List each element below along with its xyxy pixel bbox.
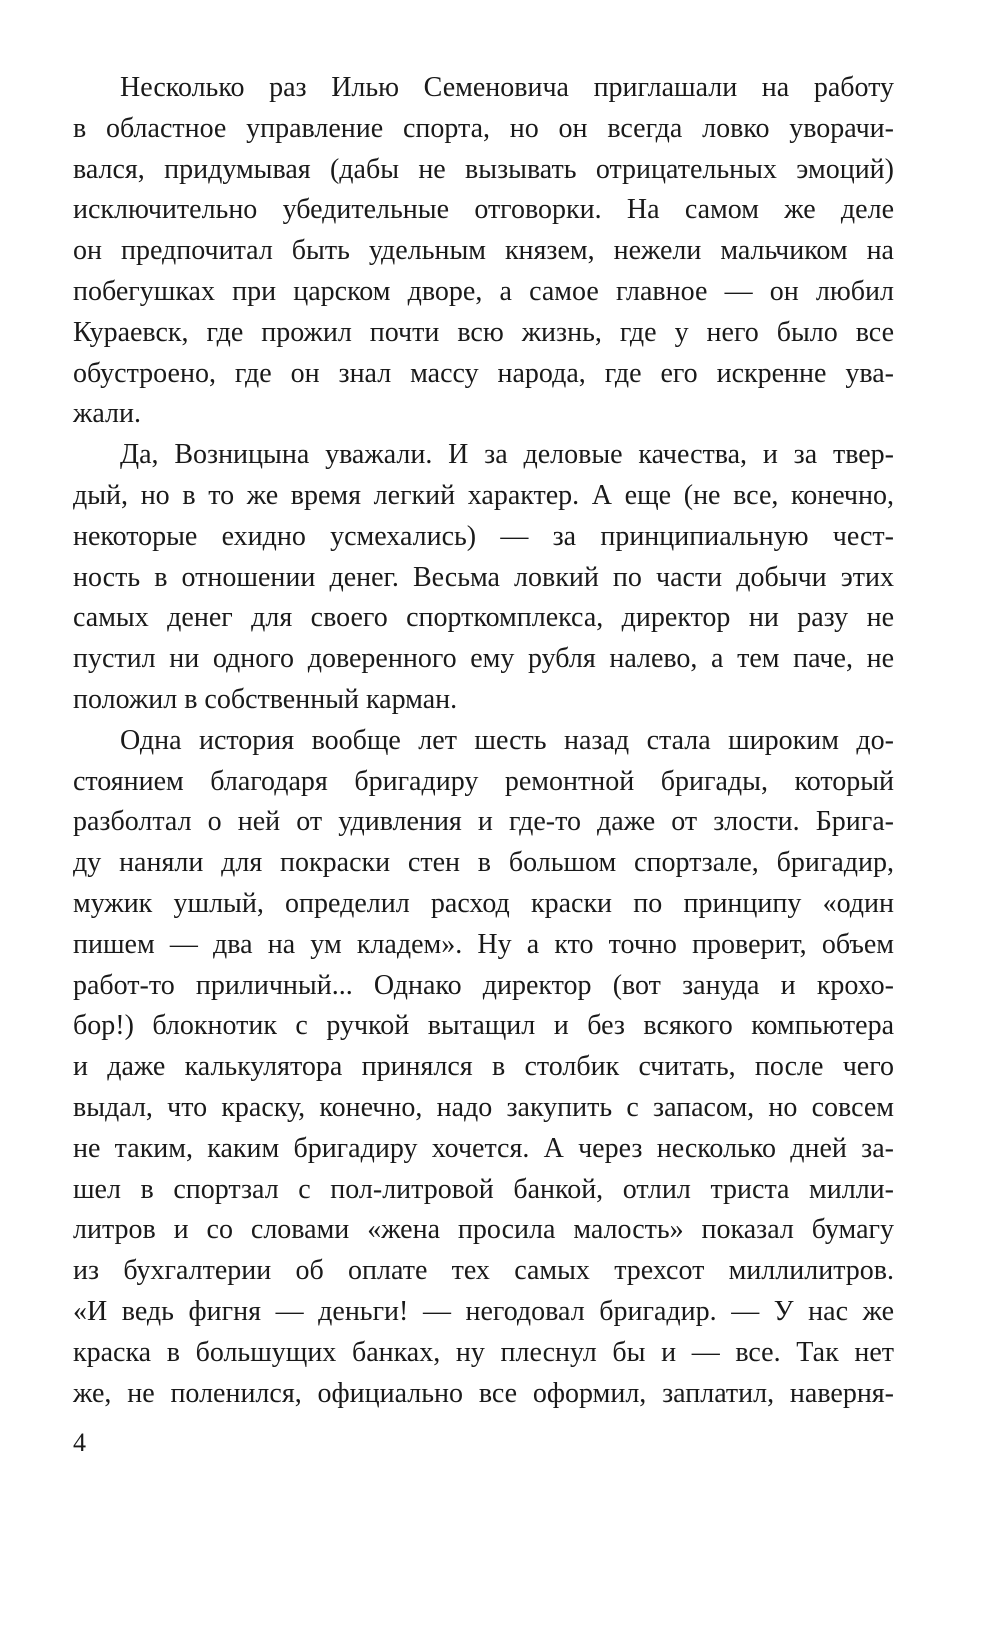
text-line: пустил ни одного доверенного ему рубля налево, а тем паче, не [73,643,894,675]
text-line: из бухгалтерии об оплате тех самых трехсот миллилитров. [73,1255,894,1287]
text-line: ду наняли для покраски стен в большом спортзале, бригадир, [73,847,894,879]
text-line: жали. [73,398,141,430]
text-line: в областное управление спорта, но он всегда ловко уворачи- [73,112,894,144]
text-line: «И ведь фигня — деньги! — негодовал бригадир. — У нас же [73,1295,894,1327]
paragraph [73,435,894,721]
text-line: выдал, что краску, конечно, надо закупить с запасом, но совсем [73,1091,894,1123]
paragraph [73,721,894,1415]
text-line: исключительно убедительные отговорки. На самом же деле [73,194,894,226]
text-line: бор!) блокнотик с ручкой вытащил и без всякого компьютера [73,1010,894,1042]
text-line: Кураевск, где прожил почти всю жизнь, где у него было все [73,316,894,348]
text-line: разболтал о ней от удивления и где-то даже от злости. Брига- [73,806,894,838]
page-body [73,68,894,1414]
text-line: стоянием благодаря бригадиру ремонтной бригады, который [73,765,894,797]
text-line: вался, придумывая (дабы не вызывать отрицательных эмоций) [73,153,894,185]
text-line: обустроено, где он знал массу народа, где его искренне ува- [73,357,894,389]
text-line: работ-то приличный... Однако директор (вот зануда и крохо- [73,969,894,1001]
text-line: не таким, каким бригадиру хочется. А через несколько дней за- [73,1132,894,1164]
text-line: краска в большущих банках, ну плеснул бы и — все. Так нет [73,1336,894,1368]
text-line: же, не поленился, официально все оформил, заплатил, наверня- [73,1377,894,1409]
text-line: самых денег для своего спорткомплекса, директор ни разу не [73,602,894,634]
text-line: мужик ушлый, определил расход краски по принципу «один [73,887,894,919]
text-line: он предпочитал быть удельным князем, нежели мальчиком на [73,235,894,267]
text-line: ность в отношении денег. Весьма ловкий по части добычи этих [73,561,894,593]
text-line: Да, Возницына уважали. И за деловые качества, и за твер- [120,439,894,471]
text-line: литров и со словами «жена просила малость» показал бумагу [73,1214,894,1246]
paragraph [73,68,894,435]
text-line: Несколько раз Илью Семеновича приглашали на работу [120,72,894,103]
text-line: некоторые ехидно усмехались) — за принципиальную чест- [73,520,894,552]
text-line: побегушках при царском дворе, а самое главное — он любил [73,275,894,307]
text-line: положил в собственный карман. [73,683,458,715]
text-line: дый, но в то же время легкий характер. А еще (не все, конечно, [73,479,894,511]
text-line: шел в спортзал с пол-литровой банкой, отлил триста милли- [73,1173,894,1205]
text-line: Одна история вообще лет шесть назад стала широким до- [120,724,894,756]
text-line: и даже калькулятора принялся в столбик считать, после чего [73,1051,894,1083]
page-number: 4 [73,1428,86,1457]
text-line: пишем — два на ум кладем». Ну а кто точно проверит, объем [73,928,894,960]
